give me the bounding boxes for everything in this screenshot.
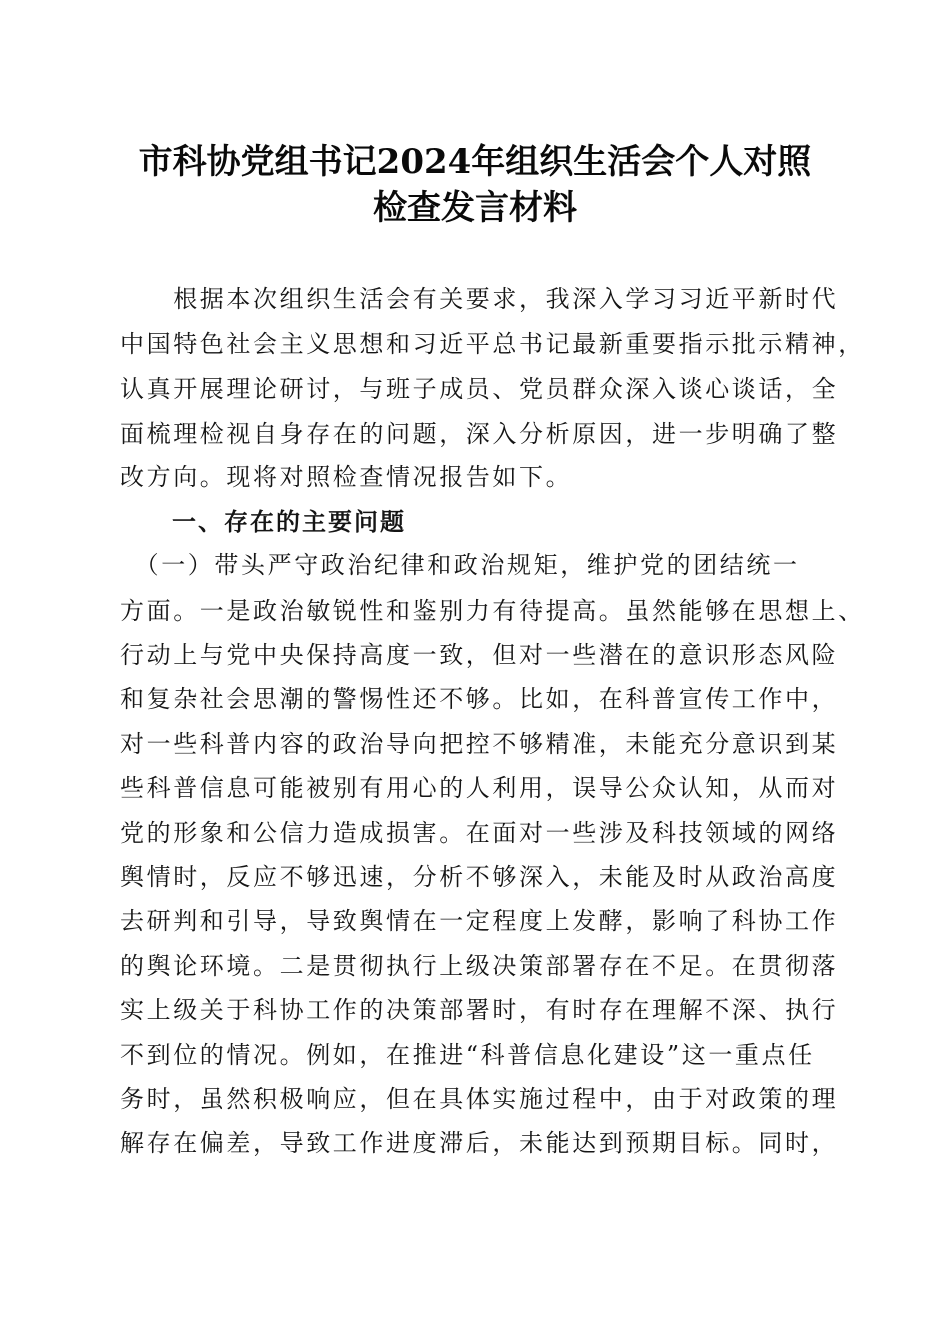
body-paragraph-line: 中国特色社会主义思想和习近平总书记最新重要指示批示精神， <box>120 330 865 358</box>
body-paragraph-line: 认真开展理论研讨，与班子成员、党员群众深入谈心谈话，全 <box>120 375 839 403</box>
body-paragraph-line: 舆情时，反应不够迅速，分析不够深入，未能及时从政治高度 <box>120 863 839 891</box>
section-heading: 一、存在的主要问题 <box>120 508 406 536</box>
body-paragraph-line: 根据本次组织生活会有关要求，我深入学习习近平新时代 <box>120 285 839 313</box>
document-title-line-1: 市科协党组书记2024年组织生活会个人对照 <box>138 142 812 182</box>
body-paragraph-line: 改方向。现将对照检查情况报告如下。 <box>120 463 573 491</box>
subsection-heading-line: （一）带头严守政治纪律和政治规矩，维护党的团结统一 <box>120 551 800 579</box>
body-paragraph-line: 面梳理检视自身存在的问题，深入分析原因，进一步明确了整 <box>120 420 839 448</box>
body-paragraph-line: 实上级关于科协工作的决策部署时，有时存在理解不深、执行 <box>120 996 839 1024</box>
body-paragraph-line: 对一些科普内容的政治导向把控不够精准，未能充分意识到某 <box>120 730 839 758</box>
body-paragraph-line: 行动上与党中央保持高度一致，但对一些潜在的意识形态风险 <box>120 641 839 669</box>
body-paragraph-line: 和复杂社会思潮的警惕性还不够。比如，在科普宣传工作中， <box>120 685 839 713</box>
body-paragraph-line: 些科普信息可能被别有用心的人利用，误导公众认知，从而对 <box>120 774 839 802</box>
document-title-line-2: 检查发言材料 <box>373 188 577 228</box>
body-paragraph-line: 解存在偏差，导致工作进度滞后，未能达到预期目标。同时， <box>120 1129 839 1157</box>
body-paragraph-line: 去研判和引导，导致舆情在一定程度上发酵，影响了科协工作 <box>120 907 839 935</box>
body-paragraph-line: 不到位的情况。例如，在推进“科普信息化建设”这一重点任 <box>120 1041 815 1069</box>
body-paragraph-line: 务时，虽然积极响应，但在具体实施过程中，由于对政策的理 <box>120 1085 839 1113</box>
body-paragraph-line: 党的形象和公信力造成损害。在面对一些涉及科技领域的网络 <box>120 819 839 847</box>
body-paragraph-line: 方面。一是政治敏锐性和鉴别力有待提高。虽然能够在思想上、 <box>120 597 865 625</box>
body-paragraph-line: 的舆论环境。二是贯彻执行上级决策部署存在不足。在贯彻落 <box>120 952 839 980</box>
